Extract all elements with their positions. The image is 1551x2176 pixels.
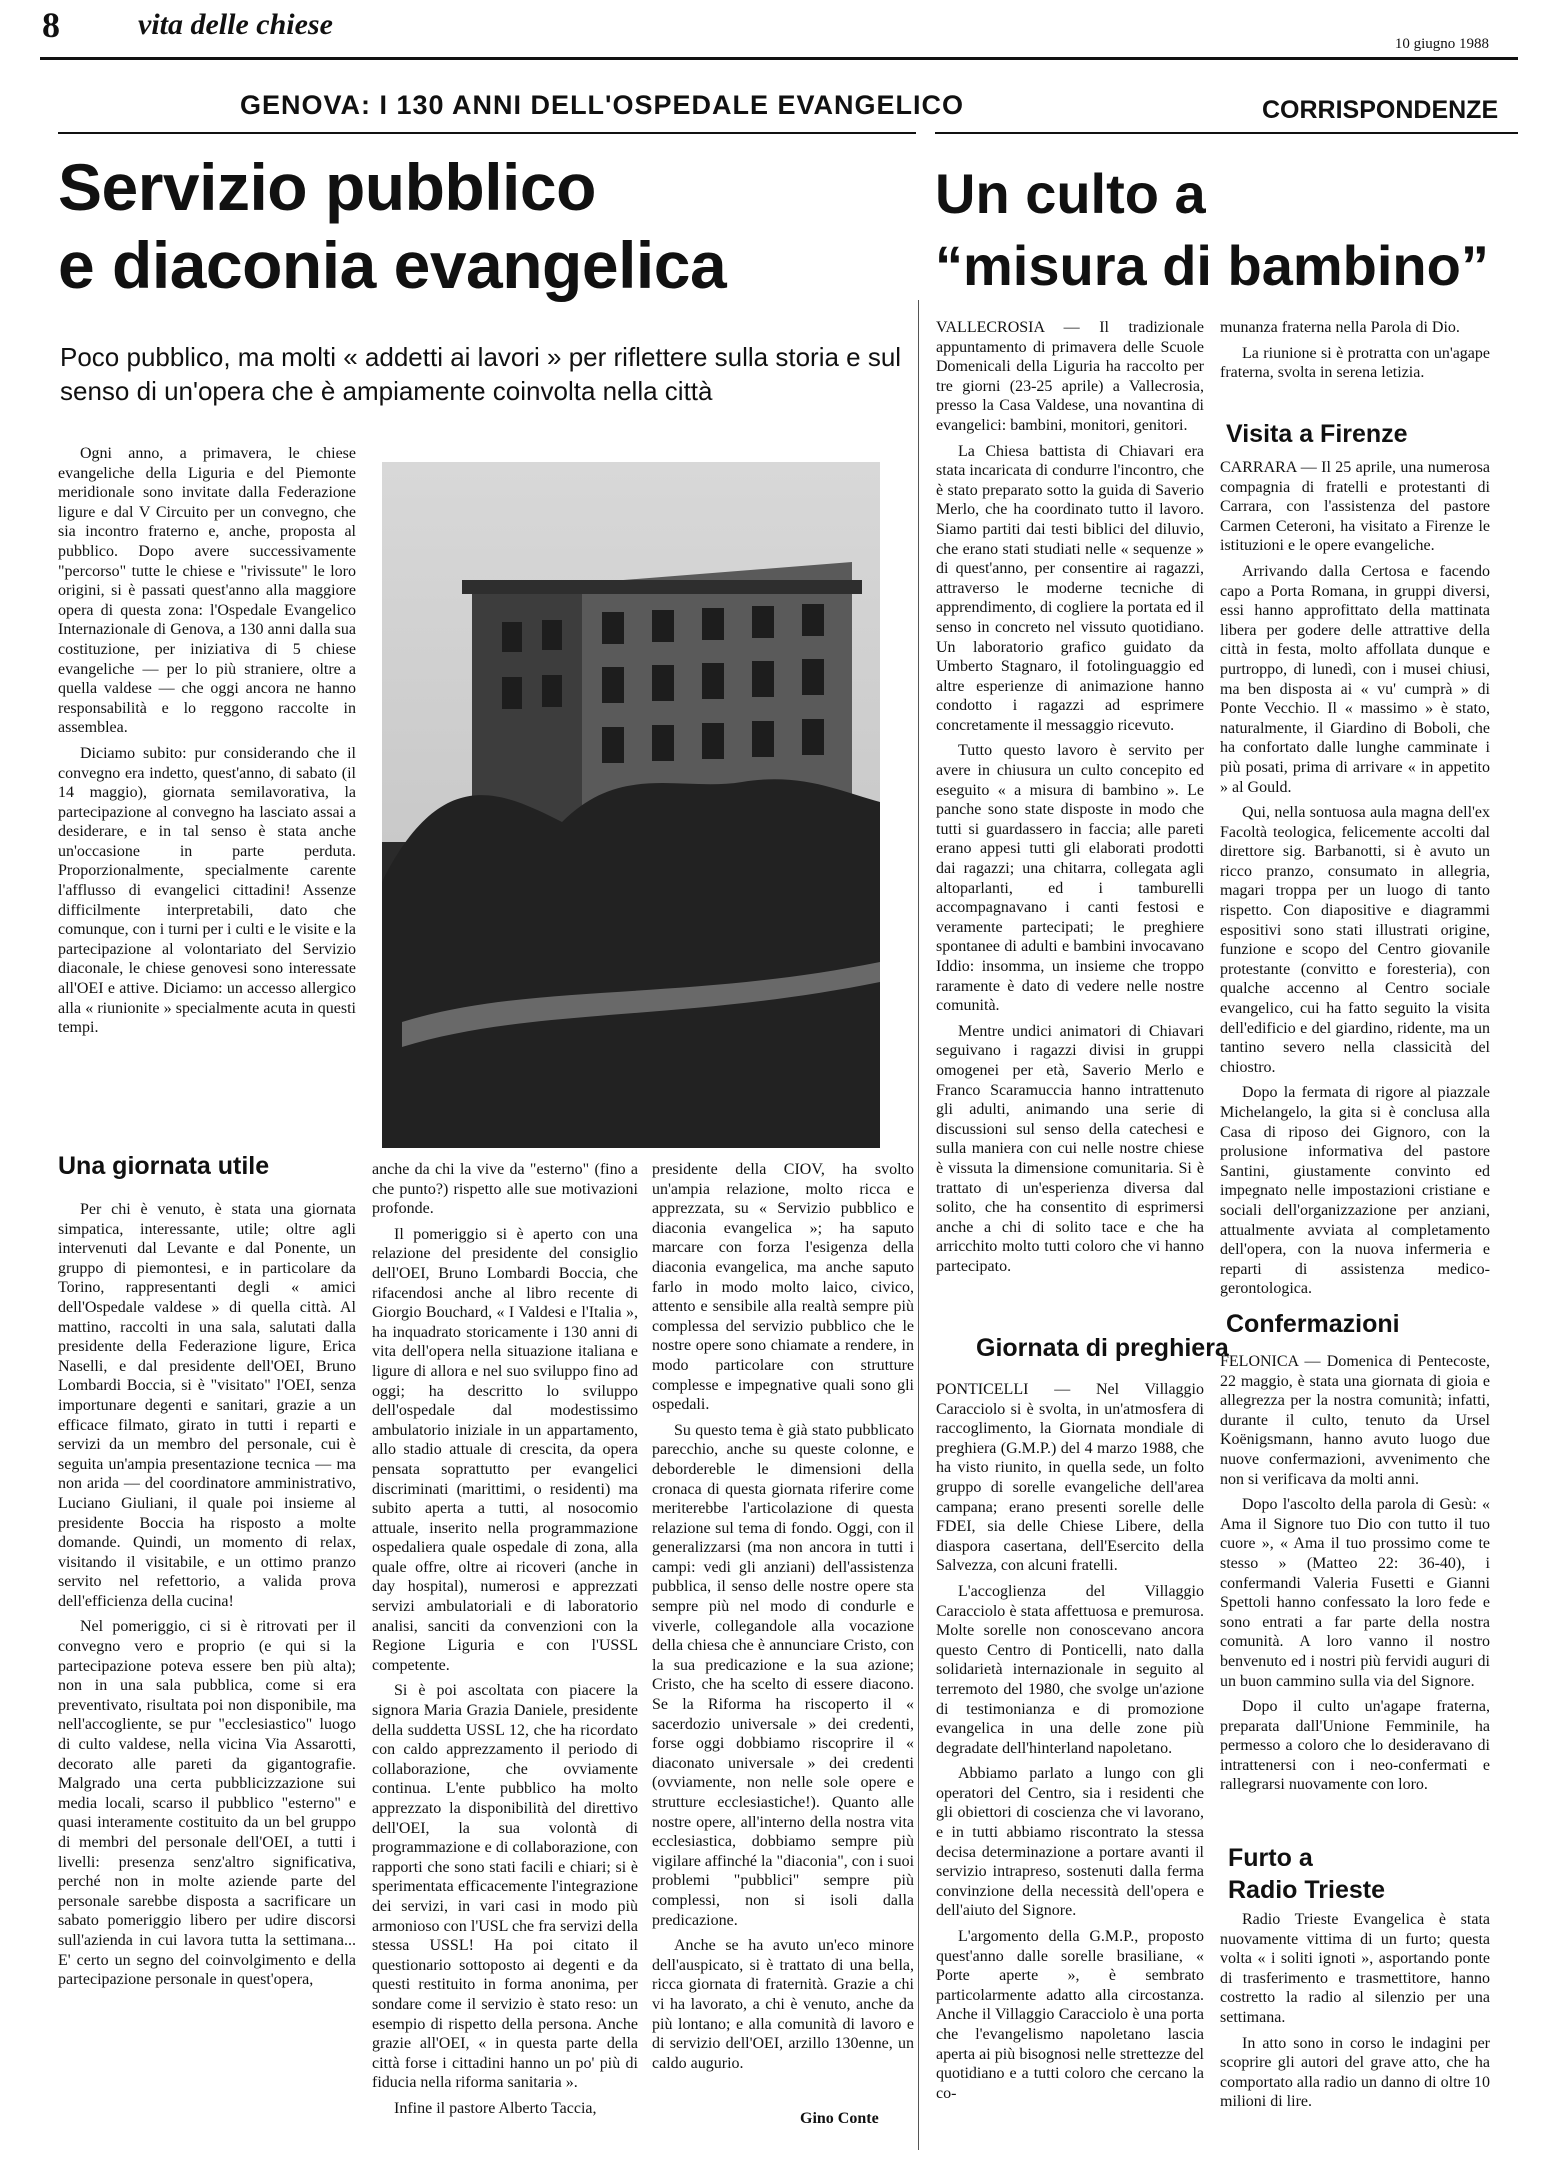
side-colB-firenze [1220,458,1490,1303]
side-colA [936,318,1204,1318]
paragraph: Radio Trieste Evangelica è stata nuovamente vittima di un furto; questa volta « i soliti ignoti », asportando ponte di trasferimento e trasmettitore, hanno costretto la radio al silenzio per una settimana. [1220,1911,1490,2026]
paragraph: L'accoglienza del Villaggio Caracciolo è stata affettuosa e premurosa. Molte sorelle non conoscevano ancora questo Centro di Ponticelli, nato dalla solidarietà internazionale in seguito al terremoto del 1980, che svolge un'azione di testimonianza e di promozione evangelica in una delle zone più degradate dell'hinterland napoletano. [936,1582,1204,1757]
paragraph: Il pomeriggio si è aperto con una relazione del presidente del consiglio dell'OEI, Bruno Lombardi Boccia, che rifacendosi anche al libro recente di Giorgio Bouchard, « I Valdesi e l'Italia », ha inquadrato storicamente i 130 anni di vita dell'opera nella situazione italiana e ligure di allora e nel suo sviluppo fino ad oggi; ha descritto lo sviluppo dell'ospedale dal modestissimo ambulatorio iniziale in un appartamento, allo stadio attuale di crescita, da opera pensata soprattutto per evangelici discriminati (marittimi, o residenti) ma subito aperta a tutti, al nosocomio attuale, inserito nella programmazione ospedaliera quale ospedale di zona, alla quale offre, oltre ai ricoveri (anche in day hospital), numerosi e apprezzati servizi ambulatoriali e di laboratorio analisi, sanciti da convenzioni con la Regione Liguria e con l'USSL competente. [372,1225,638,1674]
side-colB-top-body [1220,318,1490,383]
subhead-furto-radio [1228,1842,1385,1906]
main-col1-bottom-body [58,1200,356,1990]
paragraph: Dopo l'ascolto della parola di Gesù: « Ama il Signore tuo Dio con tutto il tuo cuore », « Ama il tuo prossimo come te stesso » (Matteo 22: 36-40), i confermandi Valeria Fusetti e Gianni Spettoli hanno confessato la loro fede e sono entrati a far parte della nostra comunità. A loro vanno il nostro benvenuto ed i nostri più fervidi auguri di un buon cammino sulla via del Signore. [1220,1496,1490,1690]
paragraph: Mentre undici animatori di Chiavari seguivano i ragazzi divisi in gruppi omogenei per età, Saverio Merlo e Franco Scaramuccia hanno intrattenuto gli adulti, animando una serie di discussioni sul senso della catechesi e sulla maniera con cui nelle nostre chiese è vissuta la dimensione comunitaria. Si è trattato di un'esperienza diversa dal solito, che ha consentito di esprimersi anche a chi di solito tace e che ha arricchito molto tutti coloro che vi hanno partecipato. [936,1022,1204,1275]
subhead-giornata-utile: Una giornata utile [58,1152,270,1180]
side-colB-confermazioni-body [1220,1352,1490,1795]
section-title: vita delle chiese [138,8,333,41]
paragraph: Qui, nella sontuosa aula magna dell'ex Facoltà teologica, felicemente accolti dal direttore sig. Barbanotti, si è avuto un ricco pranzo, consumato in allegria, magari troppa per un luogo di tanto rispetto. Con diapositive e diagrammi espositivi sono stati illustrati origine, funzione e scopo del Centro giovanile protestante (convitto e foresteria), con qualche accenno al Centro sociale evangelico, cui ha fatto seguito la visita dell'edificio e del giardino, ridente, ma un tantino severo nella classicità del chiostro. [1220,804,1490,1076]
paragraph: Si è poi ascoltata con piacere la signora Maria Grazia Daniele, presidente della suddetta USSL 12, che ha ricordato con caldo apprezzamento il periodo di collaborazione, che ovviamente continua. L'ente pubblico ha molto apprezzato la disponibilità del direttivo dell'OEI, la sua volontà di programmazione e di collaborazione, con rapporti che sono stati facili e chiari; si è sperimentata efficacemente l'integrazione dei servizi, in vari casi in modo più armonioso con l'USL che fra servizi della stessa USSL! Ha poi citato il questionario sottoposto ai degenti e da questi restituito in forma anonima, per sondare come il servizio è stato reso: un esempio di rispetto della persona. Anche grazie all'OEI, « in questa parte della città forse i cittadini hanno un po' più di fiducia nella riforma sanitaria ». [372,1682,638,2092]
side-colA-bottom [936,1380,1204,2145]
side-colB-confermazioni [1220,1352,1490,1818]
paragraph: Tutto questo lavoro è servito per avere in chiusura un culto concepito ed eseguito « a misura di bambino ». Le panche sono state disposte in modo che tutti si guardassero in faccia; alle pareti erano appesi tutti gli elaborati prodotti dai ragazzi; una chitarra, collegata agli altoparlanti, ed i tamburelli accompagnavano i canti festosi e veramente partecipati; le preghiere spontanee di adulti e bambini invocavano Iddio: insomma, un insieme che troppo raramente è dato di vedere nelle nostre comunità. [936,742,1204,1015]
side-colA-bottom-body [936,1380,1204,2103]
paragraph: La Chiesa battista di Chiavari era stata incaricata di condurre l'incontro, che è stato preparato sotto la guida di Saverio Merlo, che ha coordinato tutto il lavoro. Siamo partiti dai testi biblici del diluvio, che erano stati studiati nelle « sequenze » di quest'anno, per consentire ai ragazzi, attraverso le moderne tecniche di apprendimento, di cogliere la portata ed il senso in concreto nel vissuto quotidiano. Un laboratorio grafico guidato da Umberto Stagnaro, il fotolinguaggio ed altre esperienze di animazione hanno condotto i ragazzi ad esprimere concretamente il messaggio ricevuto. [936,442,1204,734]
paragraph: FELONICA — Domenica di Pentecoste, 22 maggio, è stata una giornata di gioia e allegrezza per la nostra comunità; infatti, durante il culto, tenuto da Ursel Koënigsmann, hanno avuto luogo due nuove confermazioni, avvenimento che non si verificava da molti anni. [1220,1353,1490,1488]
paragraph: presidente della CIOV, ha svolto un'ampia relazione, molto ricca e apprezzata, su « Servizio pubblico e diaconia evangelica »; ha saputo marcare con forza l'esigenza della diaconia evangelica, ma anche saputo farlo in modo molto laico, civico, attento e sensibile alla realtà sempre più complessa del servizio pubblico che le nostre opere sono chiamate a rendere, in modo particolare con strutture complesse e impegnative quali sono gli ospedali. [652,1161,914,1414]
paragraph: Per chi è venuto, è stata una giornata simpatica, interessante, utile; oltre agli intervenuti dal Levante e dal Ponente, un gruppo di piemontesi, e in particolare da Torino, rappresentanti degli « amici dell'Ospedale valdese » di quella città. Al mattino, raccolti in una sala, salutati dalla presidente della Federazione ligure, Erica Naselli, e dal presidente dell'OEI, Bruno Lombardi Boccia, si è "visitato" l'OEI, senza importunare degenti e sanitari, grazie a un efficace filmato, girato in tutti i reparti e servizi da un membro del personale, cui è seguita un'ampia presentazione tecnica — ma non arida — del coordinatore amministrativo, Luciano Giuliani, il quale poi insieme al presidente Boccia ha risposto a molte domande. Quindi, un momento di relax, visitando il visitabile, e un ottimo pranzo servito nel refettorio, a valida prova dell'efficienza della cucina! [58,1201,356,1610]
main-col3 [652,1160,914,2100]
main-col3-body [652,1160,914,2073]
hospital-photo [382,462,880,1148]
kicker-rule [58,132,916,134]
article-deck: Poco pubblico, ma molti « addetti ai lavori » per riflettere sulla storia e sul senso di un'opera che è ampiamente coinvolta nella città [60,342,902,406]
corrispondenze-rule [935,132,1518,134]
side-colB-top [1220,318,1490,398]
paragraph: La riunione si è protratta con un'agape fraterna, svolta in serena letizia. [1220,344,1490,382]
subhead-confermazioni: Confermazioni [1226,1310,1400,1338]
corrispondenze-label: CORRISPONDENZE [1262,96,1499,124]
paragraph: PONTICELLI — Nel Villaggio Caracciolo si è svolta, in un'atmosfera di raccoglimento, la Giornata mondiale di preghiera (G.M.P.) del 4 marzo 1988, che ha visto riunito, in quella sede, un folto gruppo di sorelle evangeliche dell'area campana; erano presenti sorelle delle FDEI, sia delle Chiese Libere, della diaspora casertana, dell'Esercito della Salvezza, con alcuni fratelli. [936,1381,1204,1575]
paragraph: Su questo tema è già stato pubblicato parecchio, anche su queste colonne, e debordereble le dimensioni della cronaca di questa giornata riferire come meriterebbe l'articolazione di questa relazione sul tema di fondo. Oggi, con il generalizzarsi (ma non ancora in tutti i campi: vedi gli anziani) dell'assistenza pubblica, il senso delle nostre opere sta sempre più nel modo di condurle e viverle, collegandole alla vocazione della chiesa che è annunciare Cristo, con la sua predicazione e la sua azione; Cristo, che ha scelto di essere diacono. Se la Riforma ha riscoperto il « sacerdozio universale » dei credenti, forse oggi dobbiamo riscoprire il « diaconato universale » dei credenti (ovviamente, non nelle sole opere e strutture ecclesiastiche!). Quanto alle nostre opere, all'interno della nostra vita ecclesiastica, dobbiamo sempre più vigilare affinché la "diaconia", con i suoi problemi "pubblici" sempre più complessi, non si isoli dalla predicazione. [652,1421,914,1929]
paragraph: Dopo il culto un'agape fraterna, preparata dall'Unione Femminile, ha permesso a coloro che lo desideravano di intrattenersi con i neo-confermati e rallegrarsi nuovamente con loro. [1220,1698,1490,1794]
main-headline-line2: e diaconia evangelica [58,228,727,302]
column-separator [918,300,919,2150]
paragraph: In atto sono in corso le indagini per scoprire gli autori del grave atto, che ha comportato alla radio un danno di oltre 10 milioni di lire. [1220,2034,1490,2111]
subhead-furto-line1: Furto a [1228,1844,1313,1872]
paragraph: Nel pomeriggio, ci si è ritrovati per il convegno vero e proprio (e qui si la partecipazione poteva essere ben più alta); non in una sala pubblica, come si era preventivato, risultata poi non disponibile, ma nell'accogliente, se pur "ecclesiastico" luogo di culto valdese, nella vicina Via Assarotti, decorato alle pareti da gigantografie. Malgrado una certa pubblicizzazione sui media locali, scarso il pubblico "esterno" e quasi interamente costituito da un bel gruppo di membri del personale dell'OEI, a tutti i livelli: presenza senz'altro significativa, perché non in molte aziende parte del personale sarebbe disposta a sacrificare un sabato pomeriggio libero per udire discorsi sull'azienda in cui lavora tutta la settimana... E' certo un segno del coinvolgimento e della partecipazione personale in quest'opera, [58,1618,356,1989]
paragraph: VALLECROSIA — Il tradizionale appuntamento di primavera delle Scuole Domenicali della Liguria ha raccolto per tre giorni (23-25 aprile) a Vallecrosia, presso la Casa Valdese, una novantina di evangelici: bambini, monitori, genitori. [936,319,1204,434]
masthead-rule [40,57,1518,60]
main-col1 [58,444,356,1144]
main-col1-bottom [58,1200,356,2140]
paragraph: Arrivando dalla Certosa e facendo capo a Porta Romana, in gruppi diversi, essi hanno approfittato della mattinata libera per godere delle attrattive della città in festa, molto affollata dunque e purtroppo, di lunedì, con i musei chiusi, ma ben disposta ai « vu' cumprà » di Ponte Vecchio. Il « massimo » è stato, naturalmente, il Giardino di Boboli, che ha confortato dalle lunghe camminate i più posati, prima di arrivare « in appetito » al Gould. [1220,562,1490,796]
side-headline [935,158,1489,302]
paragraph: munanza fraterna nella Parola di Dio. [1220,319,1460,336]
paragraph: L'argomento della G.M.P., proposto quest'anno dalle sorelle brasiliane, « Porte aperte », è sembrato particolarmente adatto alla circostanza. Anche il Villaggio Caracciolo è una porta che l'evangelismo napoletano lascia aperta ai più bisognosi nelle strettezze del quotidiano e a tutti coloro che cercano la co- [936,1928,1204,2102]
paragraph: Infine il pastore Alberto Taccia, [394,2099,597,2117]
paragraph: Dopo la fermata di rigore al piazzale Michelangelo, la gita si è conclusa alla Casa di riposo dei Gignoro, con la prolusione informativa del pastore Santini, giustamente convinto ed impegnato nelle impostazioni cristiane e sociali dell'organizzazione per anziani, attualmente avviata al completamento dell'opera, con la nuova infermeria e reparti di assistenza medico-gerontologica. [1220,1084,1490,1298]
hospital-building-image [382,462,880,1148]
paragraph: Diciamo subito: pur considerando che il convegno era indetto, quest'anno, di sabato (il 14 maggio), giornata semilavorativa, la partecipazione al convegno ha lasciato assai a desiderare, e in tal senso è stata anche un'occasione in parte perduta. Proporzionalmente, specialmente carente l'afflusso di evangelici cittadini! Assenze difficilmente interpretabili, dato che comunque, con i turni per i culti e le visite e la partecipazione al volontariato del Servizio diaconale, le chiese genovesi sono interessate all'OEI e attive. Diciamo: un accesso allergico alla « riunionite » specialmente acuta in questi tempi. [58,744,356,1037]
side-colA-body [936,318,1204,1277]
side-colB-trieste-body [1220,1910,1490,2112]
subhead-giornata-preghiera: Giornata di preghiera [976,1334,1229,1362]
main-col1-body [58,444,356,1038]
side-colB-firenze-body [1220,458,1490,1299]
main-headline-line1: Servizio pubblico [58,150,596,224]
issue-date: 10 giugno 1988 [1394,36,1489,52]
article-kicker: GENOVA: I 130 ANNI DELL'OSPEDALE EVANGELICO [240,90,965,120]
subhead-visita-firenze: Visita a Firenze [1226,420,1408,448]
main-col2 [372,1160,638,2145]
side-headline-line2: “misura di bambino” [935,234,1489,297]
subhead-furto-line2: Radio Trieste [1228,1876,1385,1904]
main-col2-body [372,1160,638,2119]
paragraph: Anche se ha avuto un'eco minore dell'auspicato, si è trattato di una bella, ricca giornata di fraternità. Grazie a chi vi ha lavorato, a chi è venuto, anche da più lontano; e alla comunità di lavoro e di servizio dell'OEI, arzillo 130enne, un caldo augurio. [652,1937,914,2072]
side-headline-line1: Un culto a [935,162,1206,225]
page-number: 8 [42,5,60,45]
paragraph: Abbiamo parlato a lungo con gli operatori del Centro, sia i residenti che gli obiettori di coscienza che vi lavorano, e in tutti abbiamo riscontrato la stessa decisa determinazione a portare avanti il servizio intrapreso, sostenuti dalla ferma convinzione della necessità dell'opera e dell'aiuto del Signore. [936,1765,1204,1920]
side-colB-trieste [1220,1910,1490,2145]
author-signature: Gino Conte [800,2110,879,2127]
main-headline [58,148,726,304]
paragraph: Ogni anno, a primavera, le chiese evangeliche della Liguria e del Piemonte meridionale sono invitate dalla Federazione ligure e dal V Circuito per un convegno, che sia incontro fraterno e, anche, proposta al pubblico. Dopo avere successivamente "percorso" tutte le chiese e "rivissute" le loro origini, si è passati quest'anno alla maggiore opera di questa zona: l'Ospedale Evangelico Internazionale di Genova, a 130 anni dalla sua costituzione, per iniziativa di 5 chiese evangeliche — per lo più straniere, oltre a quella valdese — che oggi ancora ne hanno responsabilità e lo reggono raccolte in assemblea. [58,445,356,737]
paragraph: CARRARA — Il 25 aprile, una numerosa compagnia di fratelli e protestanti di Carrara, con l'assistenza del pastore Carmen Ceteroni, ha visitato a Firenze le istituzioni e le opere evangeliche. [1220,459,1490,555]
paragraph: anche da chi la vive da "esterno" (fino a che punto?) rispetto alle sue motivazioni profonde. [372,1161,638,1218]
